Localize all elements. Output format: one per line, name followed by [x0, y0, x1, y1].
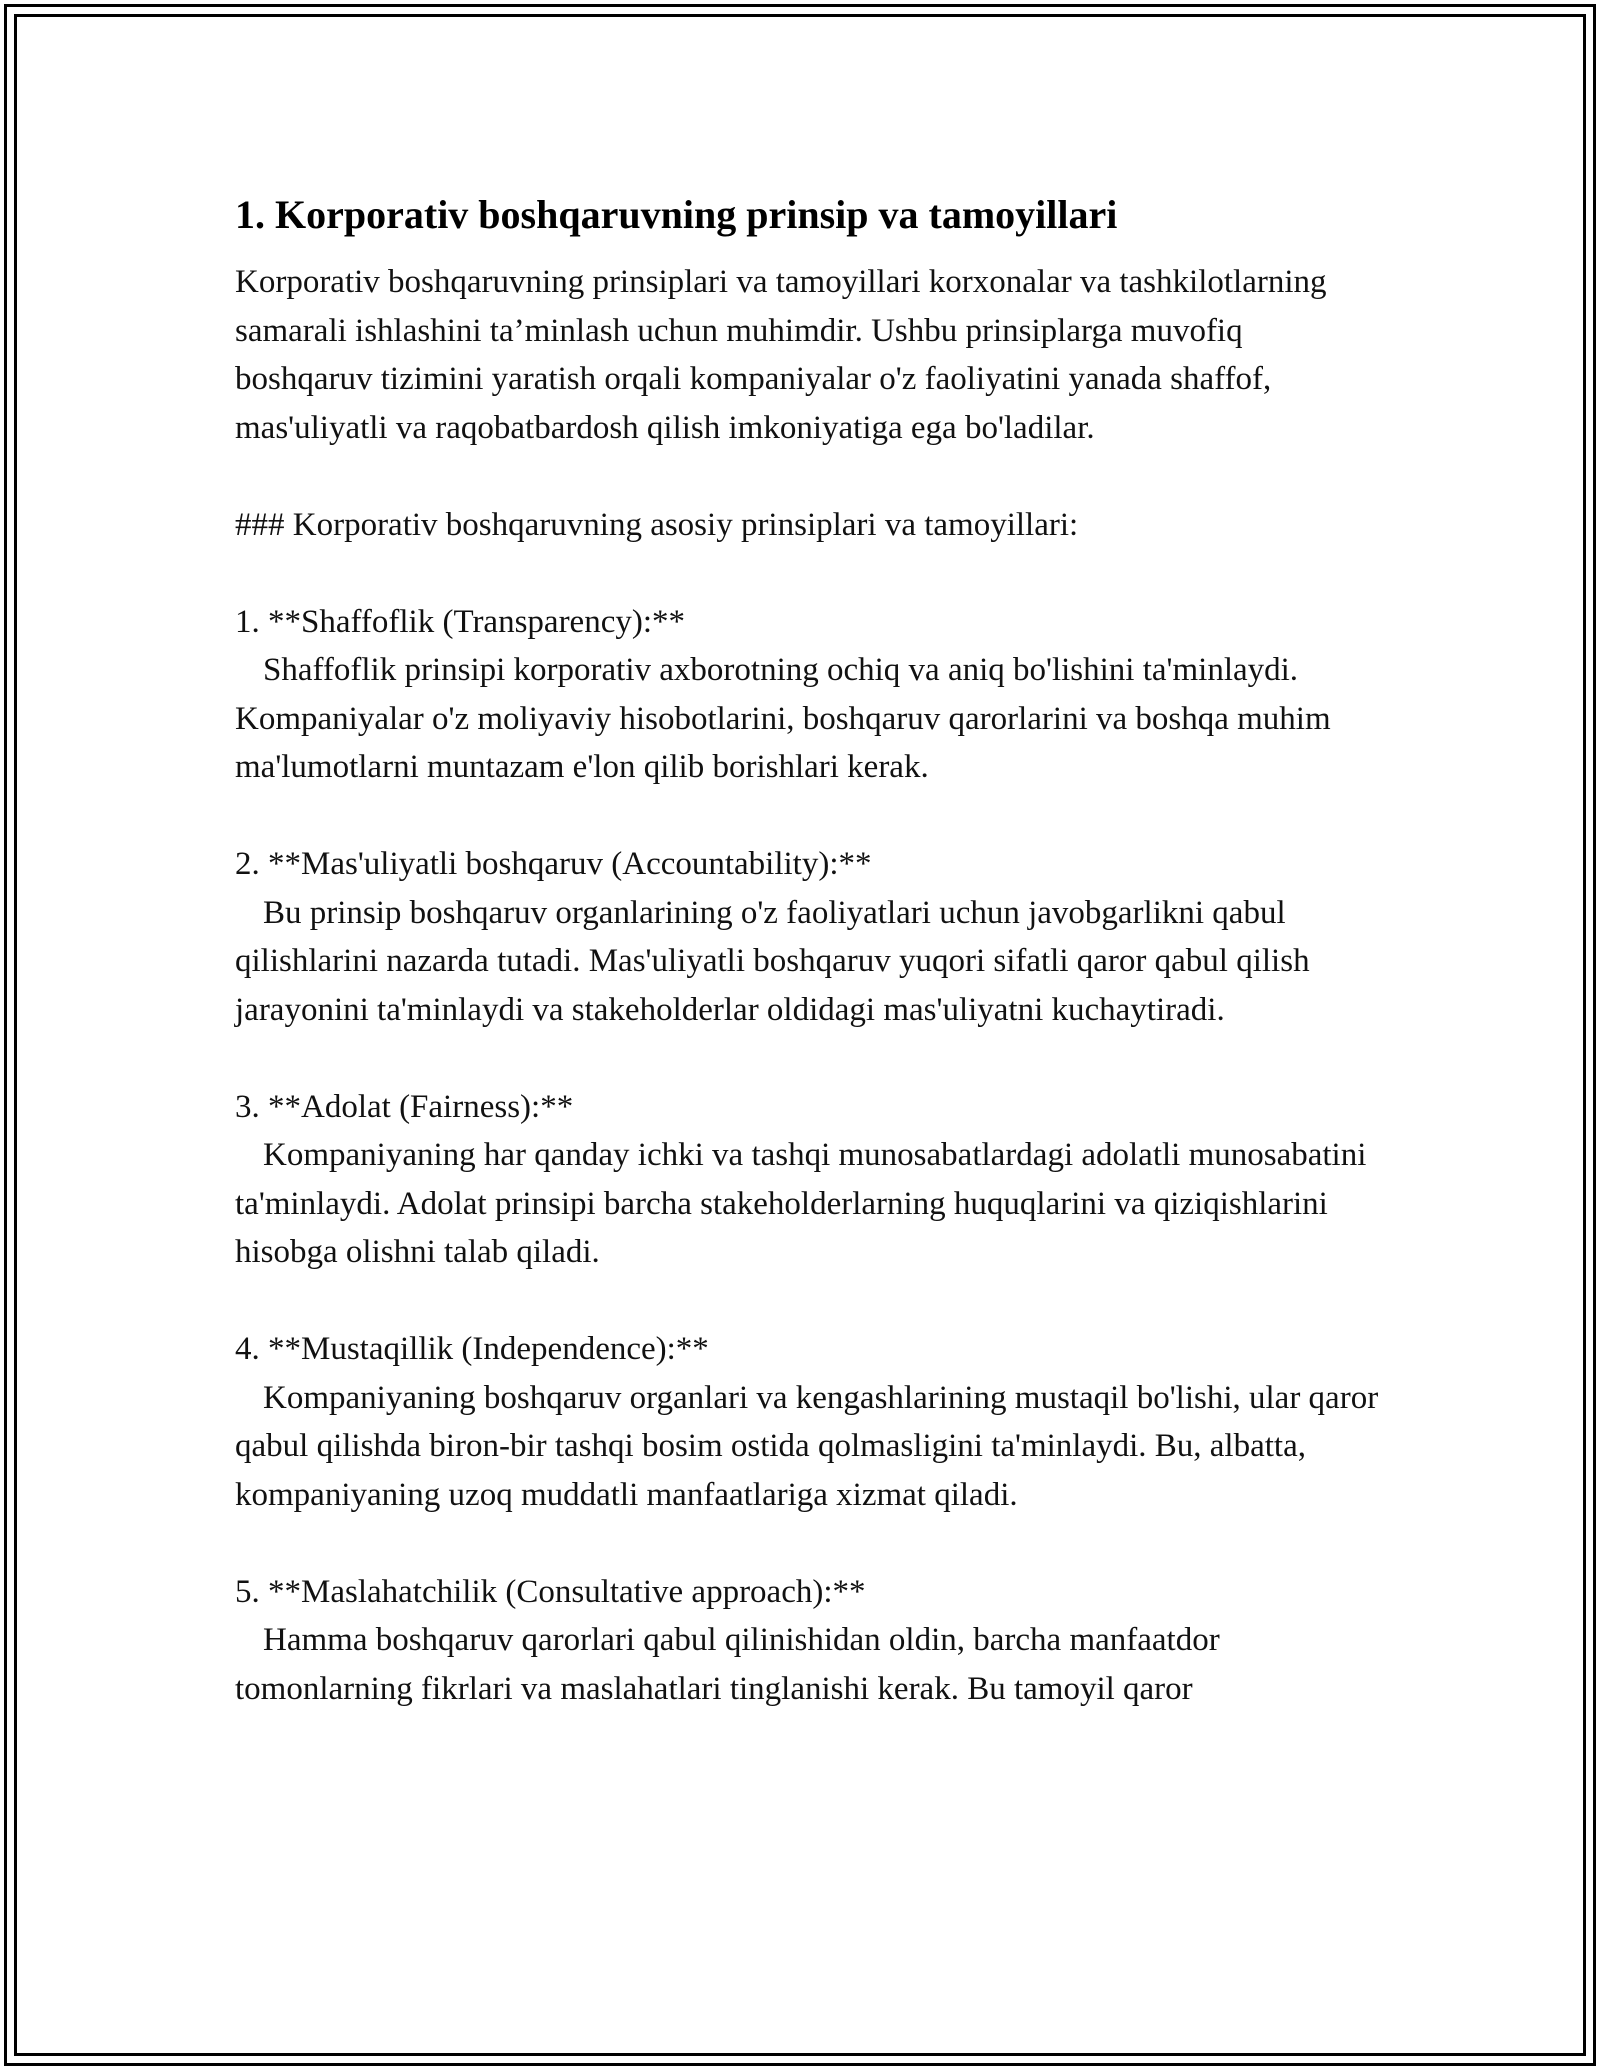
list-item — [235, 840, 1385, 1034]
intro-paragraph: Korporativ boshqaruvning prinsiplari va tamoyillari korxonalar va tashkilotlarning samarali ishlashini ta’minlash uchun muhimdir. Ushbu prinsiplarga muvofiq boshqaruv tizimini yaratish orqali kompaniyalar o'z faoliyatini yanada shaffof, mas'uliyatli va raqobatbardosh qilish imkoniyatiga ega bo'ladilar. — [235, 264, 1327, 446]
list-item-body: Kompaniyaning boshqaruv organlari va kengashlarining mustaqil bo'lishi, ular qaror qabul qilishda biron-bir tashqi bosim ostida qolmasligini ta'minlaydi. Bu, albatta, kompaniyaning uzoq muddatli manfaatlariga xizmat qiladi. — [235, 1379, 1379, 1513]
spacer — [235, 452, 1385, 501]
list-item-heading: 5. **Maslahatchilik (Consultative approach):** — [235, 1573, 866, 1610]
spacer — [235, 549, 1385, 598]
list-item-body: Hamma boshqaruv qarorlari qabul qilinishidan oldin, barcha manfaatdor tomonlarning fikrlari va maslahatlari tinglanishi kerak. Bu tamoyil qaror — [235, 1622, 1220, 1707]
subheading: ### Korporativ boshqaruvning asosiy prinsiplari va tamoyillari: — [235, 506, 1079, 543]
list-item-heading: 2. **Mas'uliyatli boshqaruv (Accountability):** — [235, 846, 872, 882]
list-item-heading: 4. **Mustaqillik (Independence):** — [235, 1331, 709, 1367]
spacer — [235, 1034, 1385, 1083]
list-item-heading: 3. **Adolat (Fairness):** — [235, 1088, 574, 1125]
list-item — [235, 1568, 1385, 1714]
list-item — [235, 1325, 1385, 1519]
list-item-body: Kompaniyaning har qanday ichki va tashqi munosabatlardagi adolatli munosabatini ta'minlaydi. Adolat prinsipi barcha stakeholderlarning huquqlarini va qiziqishlarini hisobga olishni talab qiladi. — [235, 1137, 1367, 1270]
list-item — [235, 1083, 1385, 1277]
spacer — [235, 1519, 1385, 1568]
spacer — [235, 1277, 1385, 1326]
list-item-body: Shaffoflik prinsipi korporativ axborotning ochiq va aniq bo'lishini ta'minlaydi. Kompaniyalar o'z moliyaviy hisobotlarini, boshqaruv qarorlarini va boshqa muhim ma'lumotlarni muntazam e'lon qilib borishlari kerak. — [235, 652, 1331, 785]
spacer — [235, 792, 1385, 841]
list-item-body: Bu prinsip boshqaruv organlarining o'z faoliyatlari uchun javobgarlikni qabul qilishlarini nazarda tutadi. Mas'uliyatli boshqaruv yuqori sifatli qaror qabul qilish jarayonini ta'minlaydi va stakeholderlar oldidagi mas'uliyatni kuchaytiradi. — [235, 894, 1310, 1028]
list-item-heading: 1. **Shaffoflik (Transparency):** — [235, 603, 686, 640]
list-item — [235, 598, 1385, 792]
document-body — [235, 180, 1385, 1713]
document-title: 1. Korporativ boshqaruvning prinsip va tamoyillari — [235, 192, 1118, 237]
